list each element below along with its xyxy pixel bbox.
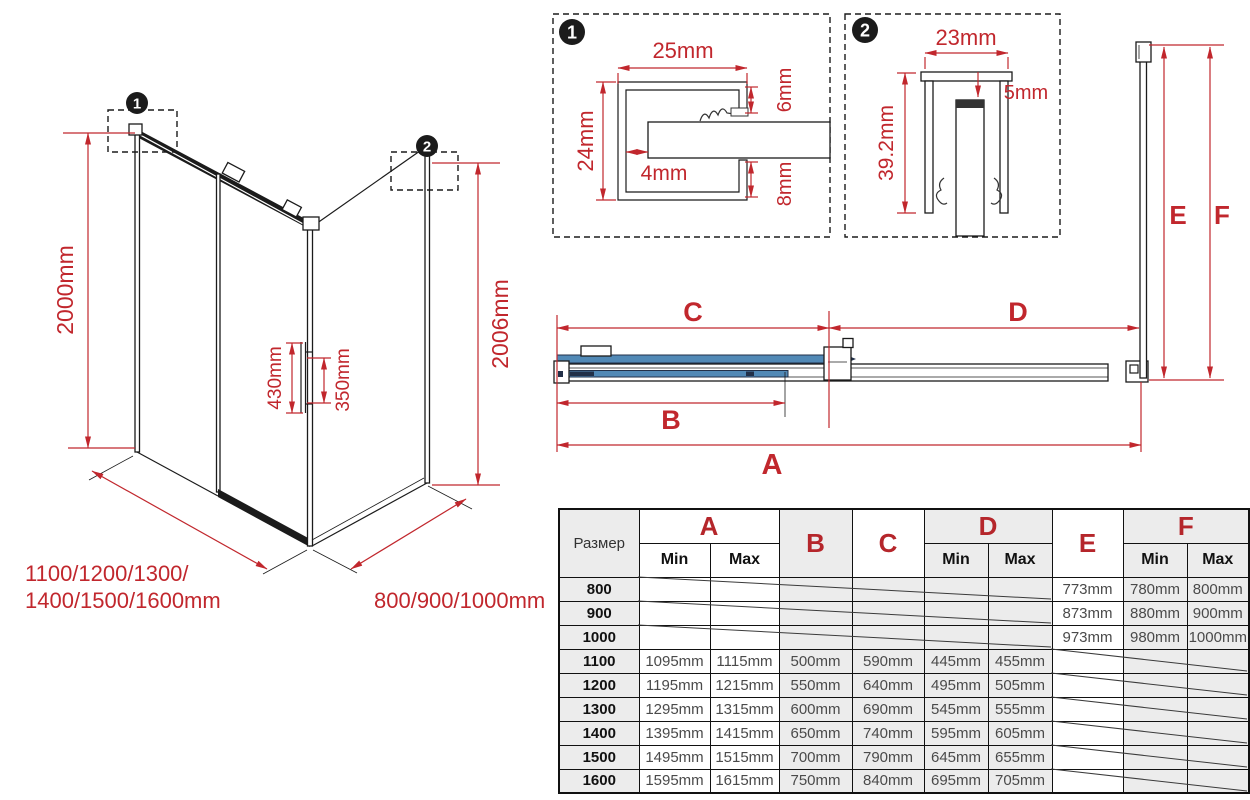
side-panel-top-cap	[1136, 42, 1151, 62]
table-row	[559, 649, 1249, 673]
cell-f-max: 800mm	[1187, 577, 1249, 601]
cell-c: 790mm	[852, 745, 924, 769]
cell-e: 873mm	[1052, 601, 1123, 625]
cell-f-min	[1123, 745, 1187, 769]
table-row	[559, 745, 1249, 769]
dim-2000	[52, 133, 135, 448]
cell-e	[1052, 697, 1123, 721]
cell-size: 1400	[559, 721, 639, 745]
cell-b	[779, 601, 852, 625]
dim-letter-d: D	[1008, 297, 1028, 327]
cell-f-max: 900mm	[1187, 601, 1249, 625]
top-rail	[135, 128, 313, 231]
cell-size: 1100	[559, 649, 639, 673]
cell-e: 773mm	[1052, 577, 1123, 601]
cell-f-max	[1187, 649, 1249, 673]
cell-f-min	[1123, 721, 1187, 745]
dim-6mm	[745, 68, 796, 113]
corner-post	[308, 226, 313, 546]
cell-c	[852, 625, 924, 649]
detail-1-number: 1	[566, 22, 578, 43]
cell-a-max	[710, 601, 779, 625]
cell-f-min	[1123, 697, 1187, 721]
dim-width	[25, 456, 307, 613]
header-f-max: Max	[1187, 543, 1249, 577]
cell-f-max	[1187, 745, 1249, 769]
cell-d-min: 645mm	[924, 745, 988, 769]
cell-a-max: 1515mm	[710, 745, 779, 769]
profile-2-left-wall	[925, 81, 933, 213]
table-row	[559, 577, 1249, 601]
dim-label-5mm: 5mm	[1003, 82, 1049, 104]
cell-size: 1500	[559, 745, 639, 769]
cell-size: 800	[559, 577, 639, 601]
cell-a-max: 1415mm	[710, 721, 779, 745]
cell-a-max: 1315mm	[710, 697, 779, 721]
cell-c: 590mm	[852, 649, 924, 673]
cell-d-min	[924, 601, 988, 625]
cell-f-min	[1123, 673, 1187, 697]
cell-f-max	[1187, 673, 1249, 697]
cell-d-min: 695mm	[924, 769, 988, 793]
dim-label-6mm: 6mm	[774, 67, 796, 113]
cell-d-max: 555mm	[988, 697, 1052, 721]
cell-f-min: 780mm	[1123, 577, 1187, 601]
cell-a-min: 1395mm	[639, 721, 710, 745]
detail-1	[553, 14, 830, 237]
glass-panel-edge	[956, 100, 984, 236]
cell-size: 1300	[559, 697, 639, 721]
cell-c	[852, 601, 924, 625]
cell-b: 600mm	[779, 697, 852, 721]
header-d: D	[924, 509, 1052, 543]
iso-view	[25, 92, 545, 613]
dim-25mm	[618, 38, 747, 84]
dim-letter-b: B	[661, 405, 681, 435]
table-header-row-1	[559, 509, 1249, 543]
cell-d-max	[988, 625, 1052, 649]
dim-label-2006: 2006mm	[487, 279, 513, 369]
retainer-clip-body	[731, 108, 748, 116]
depth-label: 800/900/1000mm	[374, 588, 546, 613]
profile-2-cap	[921, 72, 1012, 81]
header-size: Размер	[559, 509, 639, 577]
cell-a-min	[639, 577, 710, 601]
cell-b: 550mm	[779, 673, 852, 697]
side-panel-edge	[1140, 47, 1147, 378]
cell-a-max: 1115mm	[710, 649, 779, 673]
cell-f-max	[1187, 697, 1249, 721]
cell-a-max: 1615mm	[710, 769, 779, 793]
dim-depth	[313, 486, 545, 613]
dim-label-350: 350mm	[333, 348, 354, 412]
header-d-min: Min	[924, 543, 988, 577]
callout-1-number: 1	[132, 95, 142, 113]
table-row	[559, 769, 1249, 793]
dim-label-4mm: 4mm	[640, 162, 688, 185]
dim-label-8mm: 8mm	[774, 161, 796, 207]
cell-e	[1052, 673, 1123, 697]
table-row	[559, 625, 1249, 649]
dim-letter-c: C	[683, 297, 703, 327]
cell-d-min	[924, 577, 988, 601]
cell-f-min: 980mm	[1123, 625, 1187, 649]
dim-letter-f: F	[1214, 200, 1230, 230]
cell-e	[1052, 769, 1123, 793]
detail-2-number: 2	[859, 20, 871, 41]
cell-a-min: 1495mm	[639, 745, 710, 769]
cell-d-max: 655mm	[988, 745, 1052, 769]
cell-a-min	[639, 601, 710, 625]
header-a-max: Max	[710, 543, 779, 577]
cell-c: 840mm	[852, 769, 924, 793]
roller-carriage	[824, 347, 851, 380]
header-f: F	[1123, 509, 1249, 543]
header-c: C	[852, 509, 924, 577]
cell-a-max: 1215mm	[710, 673, 779, 697]
dim-39-2mm	[875, 73, 916, 213]
left-stile	[135, 130, 140, 452]
cell-size: 1000	[559, 625, 639, 649]
cell-e	[1052, 721, 1123, 745]
dim-350	[307, 348, 354, 411]
cell-b	[779, 577, 852, 601]
cell-f-min	[1123, 769, 1187, 793]
cell-c	[852, 577, 924, 601]
cell-f-min: 880mm	[1123, 601, 1187, 625]
cell-b	[779, 625, 852, 649]
cell-d-min	[924, 625, 988, 649]
dimensions-table	[558, 508, 1250, 794]
roller-carriage	[581, 346, 611, 356]
door-bottom-rail	[218, 489, 310, 547]
dim-label-2000: 2000mm	[52, 245, 78, 335]
cell-e	[1052, 745, 1123, 769]
glass-top-seal	[956, 100, 984, 108]
header-e: E	[1052, 509, 1123, 577]
cell-a-max	[710, 625, 779, 649]
dim-letter-e: E	[1169, 200, 1187, 230]
cell-a-min: 1195mm	[639, 673, 710, 697]
dim-8mm	[745, 162, 796, 206]
cell-d-max: 705mm	[988, 769, 1052, 793]
cell-d-min: 545mm	[924, 697, 988, 721]
cell-d-max	[988, 601, 1052, 625]
cell-size: 1600	[559, 769, 639, 793]
cell-f-max	[1187, 769, 1249, 793]
dim-label-430: 430mm	[265, 346, 286, 410]
cell-a-min: 1295mm	[639, 697, 710, 721]
cell-d-max	[988, 577, 1052, 601]
cell-a-min	[639, 625, 710, 649]
dim-23mm	[925, 25, 1008, 69]
cell-b: 700mm	[779, 745, 852, 769]
cell-f-max	[1187, 721, 1249, 745]
dim-label-25mm: 25mm	[652, 38, 714, 63]
door-stile	[217, 174, 221, 492]
cell-d-min: 595mm	[924, 721, 988, 745]
cell-a-min: 1095mm	[639, 649, 710, 673]
cell-size: 1200	[559, 673, 639, 697]
table-row	[559, 673, 1249, 697]
cell-d-max: 455mm	[988, 649, 1052, 673]
detail-2	[845, 14, 1060, 237]
cell-d-max: 605mm	[988, 721, 1052, 745]
dim-430	[265, 343, 303, 413]
dim-letter-a: A	[761, 449, 783, 481]
dim-label-39-2mm: 39.2mm	[875, 105, 898, 181]
cell-e	[1052, 649, 1123, 673]
cell-a-max	[710, 577, 779, 601]
cell-c: 640mm	[852, 673, 924, 697]
glass-panel-edge	[648, 122, 830, 158]
cell-c: 690mm	[852, 697, 924, 721]
table-row	[559, 697, 1249, 721]
cell-d-min: 495mm	[924, 673, 988, 697]
table-row	[559, 721, 1249, 745]
side-panel-top-edge	[313, 146, 427, 226]
width-label-line1: 1100/1200/1300/	[25, 561, 189, 586]
table-row	[559, 601, 1249, 625]
corner-fitting	[303, 217, 319, 230]
cell-d-min: 445mm	[924, 649, 988, 673]
cell-e: 973mm	[1052, 625, 1123, 649]
anti-jump-knob	[843, 339, 853, 348]
retainer-clip	[936, 178, 947, 204]
header-b: B	[779, 509, 852, 577]
dim-label-24mm: 24mm	[573, 110, 598, 172]
callout-2-number: 2	[422, 138, 432, 156]
cell-d-max: 505mm	[988, 673, 1052, 697]
cell-size: 900	[559, 601, 639, 625]
width-label-line2: 1400/1500/1600mm	[25, 588, 221, 613]
cell-b: 750mm	[779, 769, 852, 793]
dim-24mm	[573, 82, 616, 200]
dim-label-23mm: 23mm	[935, 25, 997, 50]
cell-a-min: 1595mm	[639, 769, 710, 793]
cell-b: 650mm	[779, 721, 852, 745]
cell-f-max: 1000mm	[1187, 625, 1249, 649]
header-d-max: Max	[988, 543, 1052, 577]
cell-f-min	[1123, 649, 1187, 673]
side-stile	[425, 146, 430, 483]
header-a: A	[639, 509, 779, 543]
header-a-min: Min	[639, 543, 710, 577]
cell-b: 500mm	[779, 649, 852, 673]
dim-2006	[432, 163, 513, 485]
cell-c: 740mm	[852, 721, 924, 745]
header-f-min: Min	[1123, 543, 1187, 577]
